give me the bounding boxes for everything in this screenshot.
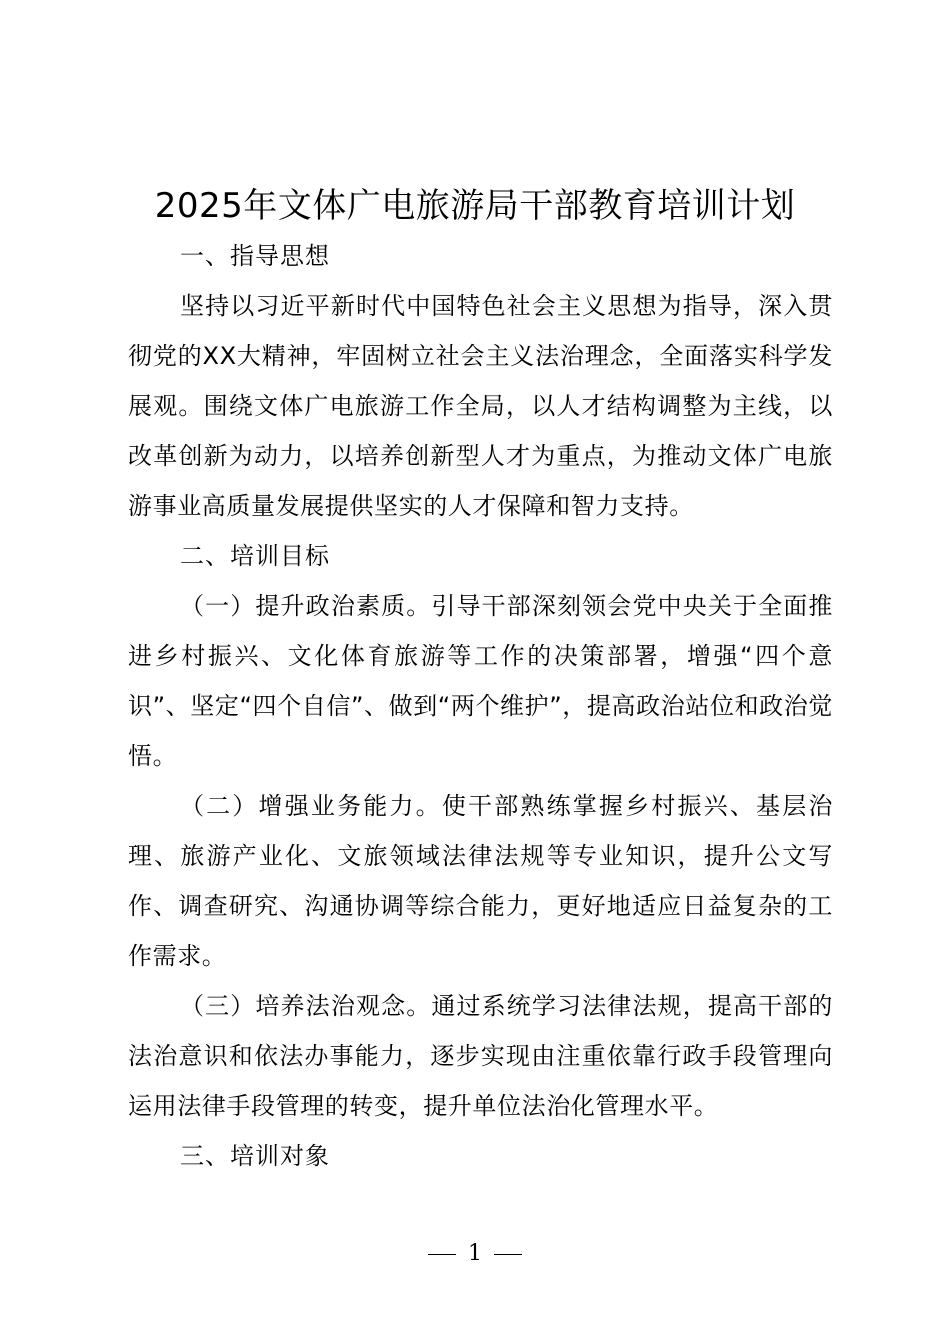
footer-dash-left: [428, 1254, 456, 1255]
section-heading-training-targets: 三、培训对象: [180, 1142, 330, 1170]
paragraph-goal-business-ability: （二）增强业务能力。使干部熟练掌握乡村振兴、基层治理、旅游产业化、文旅领域法律法规等专业知识，提升公文写作、调查研究、沟通协调等综合能力，更好地适应日益复杂的工作需求。: [128, 792, 833, 970]
paragraph-goal-political-quality: （一）提升政治素质。引导干部深刻领会党中央关于全面推进乡村振兴、文化体育旅游等工作的决策部署，增强“四个意识”、坚定“四个自信”、做到“两个维护”，提高政治站位和政治觉悟。: [128, 592, 833, 770]
document-body: [128, 231, 833, 1181]
paragraph-guiding-ideology: 坚持以习近平新时代中国特色社会主义思想为指导，深入贯彻党的XX大精神，牢固树立社会主义法治理念，全面落实科学发展观。围绕文体广电旅游工作全局，以人才结构调整为主线，以改革创新为动力，以培养创新型人才为重点，为推动文体广电旅游事业高质量发展提供坚实的人才保障和智力支持。: [128, 292, 833, 520]
page-footer: [0, 1239, 950, 1269]
document-title: 2025年文体广电旅游局干部教育培训计划: [154, 186, 796, 226]
paragraph-goal-rule-of-law: （三）培养法治观念。通过系统学习法律法规，提高干部的法治意识和依法办事能力，逐步实现由注重依靠行政手段管理向运用法律手段管理的转变，提升单位法治化管理水平。: [128, 992, 833, 1120]
section-heading-guiding-ideology: 一、指导思想: [180, 242, 330, 270]
footer-dash-right: [494, 1254, 522, 1255]
page-number: 1: [468, 1241, 482, 1266]
section-heading-training-goals: 二、培训目标: [180, 542, 330, 570]
